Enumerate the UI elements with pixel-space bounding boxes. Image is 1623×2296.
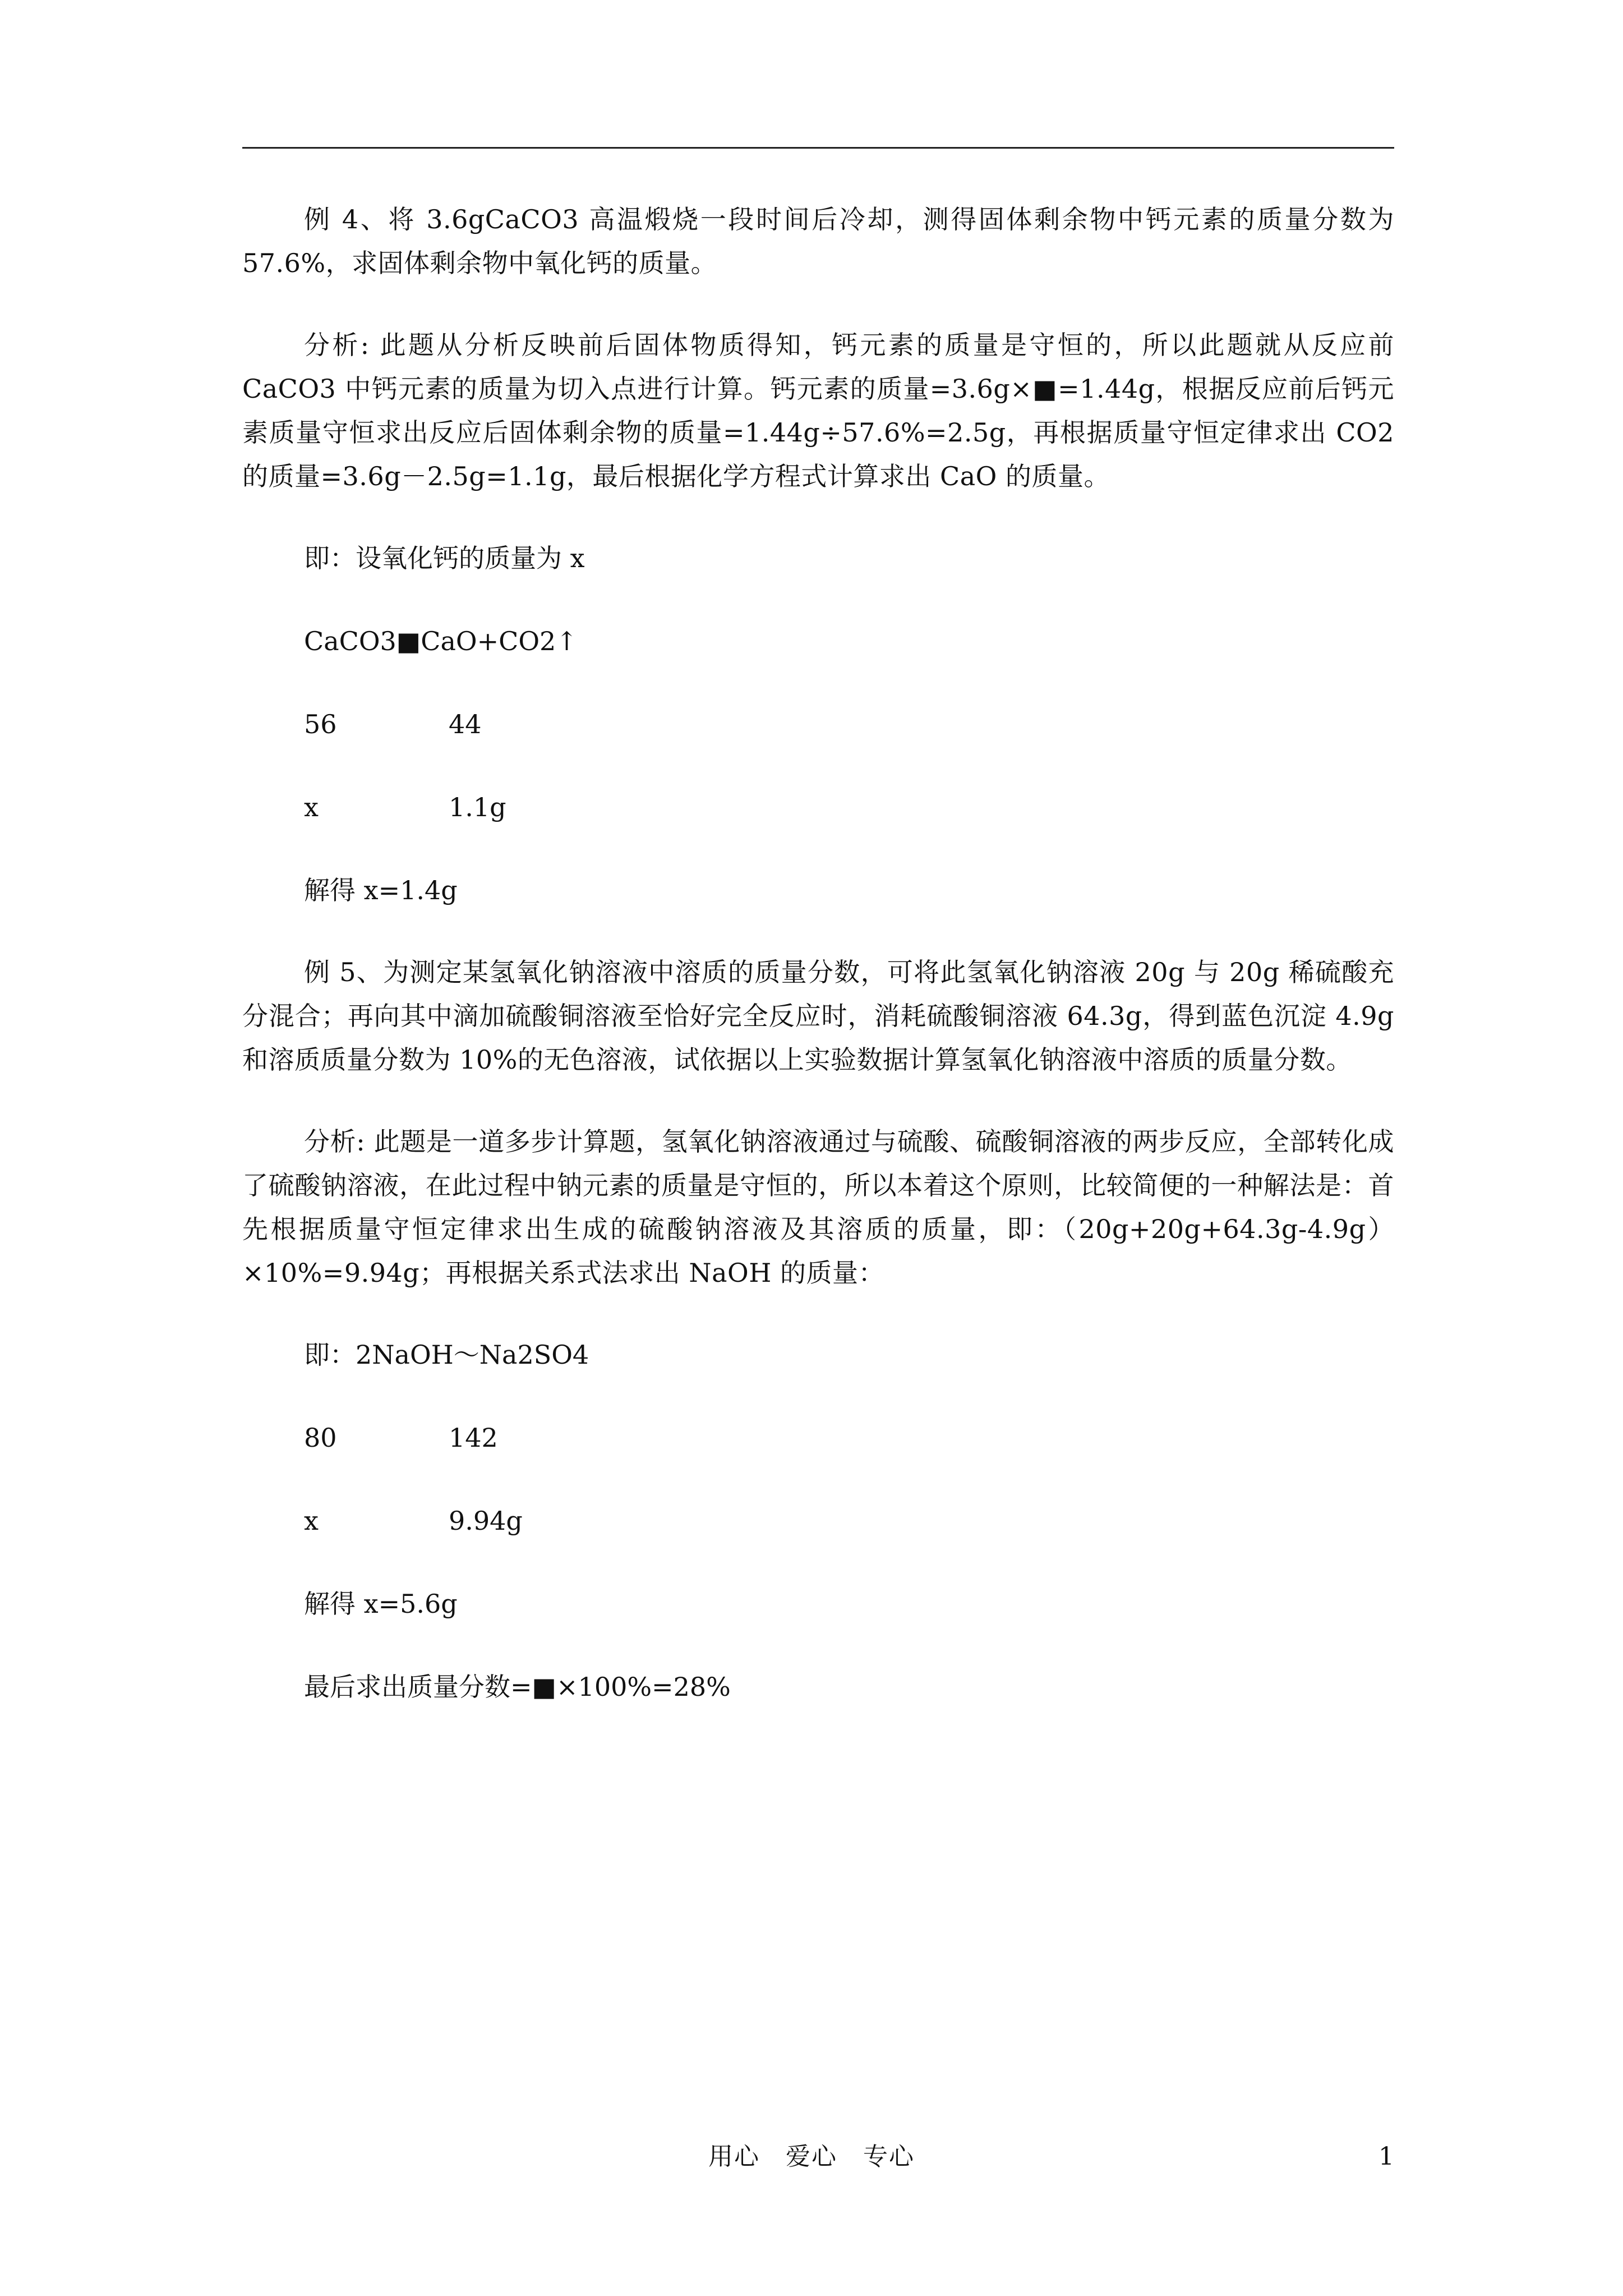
example5-mass-na2so4: 142 [449,1423,498,1453]
example4-mass-row [242,702,1394,746]
page-number: 1 [1378,2142,1394,2171]
example4-setup: 即：设氧化钙的质量为 x [304,543,585,573]
example4-problem: 例 4、将 3.6gCaCO3 高温煅烧一段时间后冷却，测得固体剩余物中钙元素的质量分数为 57.6%，求固体剩余物中氧化钙的质量。 [242,204,1394,278]
example5-result: 解得 x=5.6g [304,1589,458,1619]
example4-analysis: 分析: 此题从分析反映前后固体物质得知，钙元素的质量是守恒的，所以此题就从反应前 CaCO3 中钙元素的质量为切入点进行计算。钙元素的质量=3.6g×■=1.44g，根据反应前后钙元素质量守恒求出反应后固体剩余物的质量=1.44g÷57.6%=2.5g，再根据质量守恒定律求出 CO2 的质量=3.6g－2.5g=1.1g，最后根据化学方程式计算求出 CaO 的质量。 [242,330,1394,491]
example5-relation: 即：2NaOH～Na2SO4 [304,1340,589,1370]
header-rule [242,147,1394,149]
footer-motto: 用心 爱心 专心 [708,2142,915,2171]
example4-value-x: x [304,792,319,822]
example4-mass-cao: 56 [304,709,337,739]
example4-equation: CaCO3■CaO+CO2↑ [304,626,578,656]
example5-final: 最后求出质量分数=■×100%=28% [304,1672,731,1702]
document-body [242,197,1394,1709]
example5-analysis: 分析: 此题是一道多步计算题，氢氧化钠溶液通过与硫酸、硫酸铜溶液的两步反应，全部转化成了硫酸钠溶液，在此过程中钠元素的质量是守恒的，所以本着这个原则，比较简便的一种解法是：首先根据质量守恒定律求出生成的硫酸钠溶液及其溶质的质量，即：（20g+20g+64.3g-4.9g）×10%=9.94g；再根据关系式法求出 NaOH 的质量： [242,1126,1394,1288]
example4-value-row [242,785,1394,829]
example5-mass-row [242,1416,1394,1460]
example5-value-x: x [304,1506,319,1536]
example5-problem: 例 5、为测定某氢氧化钠溶液中溶质的质量分数，可将此氢氧化钠溶液 20g 与 20g 稀硫酸充分混合；再向其中滴加硫酸铜溶液至恰好完全反应时，消耗硫酸铜溶液 64.3g，得到蓝色沉淀 4.9g 和溶质质量分数为 10%的无色溶液，试依据以上实验数据计算氢氧化钠溶液中溶质的质量分数。 [242,957,1394,1075]
example4-result: 解得 x=1.4g [304,875,458,905]
example5-value-row [242,1499,1394,1543]
example4-value-co2: 1.1g [449,792,506,822]
example4-mass-co2: 44 [449,709,482,739]
example5-mass-naoh: 80 [304,1423,337,1453]
example5-value-na2so4: 9.94g [449,1506,523,1536]
